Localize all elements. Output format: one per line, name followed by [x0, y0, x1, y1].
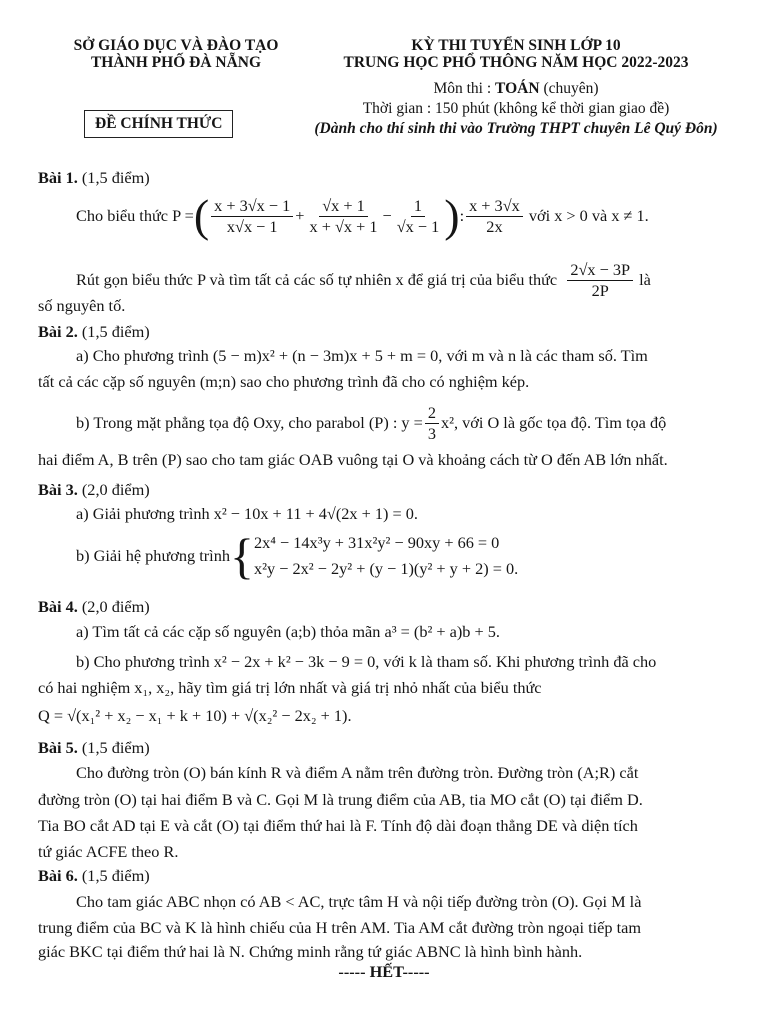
problem-3-title: [38, 480, 150, 500]
problem-1-expression: Cho biểu thức P = ( $\frac{x + 3√x - 1}{x√x - 1}$ + $\frac{√x + 1}{x + √x + 1}$ − $\frac{1}{√x - 1}$ ) : $\frac{x + 3√x}{2x}$ với x > 0 và x ≠ 1.: [76, 190, 649, 241]
problem-5-label: Bài 5.: [38, 738, 78, 757]
problem-1-points: (1,5 điểm): [81, 168, 150, 187]
fraction-2-num: √x + 1: [319, 197, 368, 217]
fraction-1-den: x√x − 1: [226, 216, 278, 236]
q-expression: Q = √(x₁² + x₂ − x₁ + k + 10) + √(x₂² − 2x₂ + 1).: [38, 706, 352, 725]
b6-line-2: trung điểm của BC và K là hình chiếu của H trên AM. Tia AM cắt đường tròn ngoại tiếp tam: [38, 918, 642, 937]
b3b-intro: b) Giải hệ phương trình: [76, 546, 230, 565]
b2b-line-1a: b) Trong mặt phẳng tọa độ Oxy, cho parabol (P) : y =: [76, 413, 423, 432]
dept-line-1: SỞ GIÁO DỤC VÀ ĐÀO TẠO: [73, 37, 279, 54]
dept-line-2: THÀNH PHỐ ĐÀ NẴNG: [90, 54, 262, 71]
fraction-3-den: √x − 1: [396, 216, 440, 236]
b5-line-3: Tia BO cắt AD tại E và cắt (O) tại điểm thứ hai là F. Tính độ dài đoạn thẳng DE và diện tích: [38, 816, 638, 835]
system-brace: {: [230, 528, 254, 584]
fraction-4-den: 2x: [486, 216, 503, 236]
problem-3-points: (2,0 điểm): [81, 480, 150, 499]
parabol-num: 2: [425, 404, 439, 424]
exam-title-1: KỲ THI TUYỂN SINH LỚP 10: [411, 37, 621, 54]
system-eq-2: x²y − 2x² − 2y² + (y − 1)(y² + y + 2) = 0.: [254, 559, 519, 578]
p-lhs: P =: [172, 206, 194, 225]
subject-suffix: (chuyên): [539, 80, 599, 97]
time-line: Thời gian : 150 phút (không kể thời gian giao đề): [362, 100, 670, 117]
parabol-den: 3: [427, 423, 436, 443]
problem-3-label: Bài 3.: [38, 480, 78, 499]
b6-line-3: giác BKC tại điểm thứ hai là N. Chứng minh rằng tứ giác ABNC là hình bình hành.: [38, 942, 583, 961]
b2b-line-1b: x², với O là gốc tọa độ. Tìm tọa độ: [440, 413, 667, 432]
system-equations: [254, 530, 518, 582]
parabol-coef: [425, 404, 439, 443]
fraction-4: [466, 197, 523, 236]
b3a-line: a) Giải phương trình x² − 10x + 11 + 4√(2x + 1) = 0.: [76, 504, 418, 523]
b1-condition: với x > 0 và x ≠ 1.: [528, 206, 649, 225]
b4b-line-2: có hai nghiệm x₁, x₂, hãy tìm giá trị lớn nhất và giá trị nhỏ nhất của biểu thức: [38, 678, 542, 697]
problem-4-label: Bài 4.: [38, 597, 78, 616]
b5-line-1: Cho đường tròn (O) bán kính R và điểm A nằm trên đường tròn. Đường tròn (A;R) cắt: [76, 763, 639, 782]
expr-fraction: [567, 261, 633, 300]
problem-1-label: Bài 1.: [38, 168, 78, 187]
b2b-line-1: [76, 402, 666, 444]
expr-den: 2P: [591, 280, 609, 300]
b4b-line-1: b) Cho phương trình x² − 2x + k² − 3k − 9 = 0, với k là tham số. Khi phương trình đã cho: [76, 652, 657, 671]
fraction-3: [394, 197, 443, 236]
b1-task-end: là: [639, 270, 651, 289]
b1-task: Rút gọn biểu thức P và tìm tất cả các số tự nhiên x để giá trị của biểu thức: [76, 270, 558, 289]
b5-line-4: tứ giác ACFE theo R.: [38, 842, 179, 861]
b1-task-2: số nguyên tố.: [38, 296, 126, 315]
fraction-4-num: x + 3√x: [466, 197, 523, 217]
problem-6-title: [38, 866, 150, 886]
b5-line-2: đường tròn (O) tại hai điểm B và C. Gọi M là trung điểm của AB, tia MO cắt (O) tại điểm D.: [38, 790, 643, 809]
problem-5-title: [38, 738, 150, 758]
subject-name: TOÁN: [495, 80, 540, 97]
b4a-line: a) Tìm tất cả các cặp số nguyên (a;b) thỏa mãn a³ = (b² + a)b + 5.: [76, 622, 500, 641]
problem-6-points: (1,5 điểm): [81, 866, 150, 885]
b6-line-1: Cho tam giác ABC nhọn có AB < AC, trực tâm H và nội tiếp đường tròn (O). Gọi M là: [76, 892, 642, 911]
fraction-2: [306, 197, 380, 236]
end-marker: ----- HẾT-----: [338, 962, 430, 981]
expr-num: 2√x − 3P: [567, 261, 633, 281]
b2a-line-1: a) Cho phương trình (5 − m)x² + (n − 3m)x + 5 + m = 0, với m và n là các tham số. Tìm: [76, 346, 648, 365]
exam-title-2: TRUNG HỌC PHỔ THÔNG NĂM HỌC 2022-2023: [343, 54, 689, 71]
subject-prefix: Môn thi :: [433, 80, 496, 97]
problem-4-title: [38, 597, 150, 617]
system-eq-1: 2x⁴ − 14x³y + 31x²y² − 90xy + 66 = 0: [254, 533, 500, 552]
official-badge: ĐỀ CHÍNH THỨC: [84, 110, 233, 138]
right-paren: ): [444, 190, 460, 241]
fraction-3-num: 1: [411, 197, 425, 217]
fraction-2-den: x + √x + 1: [309, 216, 378, 236]
b1-intro: Cho biểu thức: [76, 206, 169, 225]
subject-line: [300, 80, 732, 98]
b3b-system: [76, 528, 518, 584]
left-paren: (: [193, 190, 210, 241]
problem-1-task: [76, 258, 651, 302]
b2b-line-2: hai điểm A, B trên (P) sao cho tam giác OAB vuông tại O và khoảng cách từ O đến AB lớn nhất.: [38, 450, 668, 469]
problem-1-title: [38, 168, 150, 188]
problem-6-label: Bài 6.: [38, 866, 78, 885]
fraction-1: [211, 197, 293, 236]
problem-2-points: (1,5 điểm): [81, 322, 150, 341]
problem-5-points: (1,5 điểm): [81, 738, 150, 757]
note-line: (Dành cho thí sinh thi vào Trường THPT chuyên Lê Quý Đôn): [314, 120, 718, 137]
fraction-1-num: x + 3√x − 1: [211, 197, 293, 217]
problem-4-points: (2,0 điểm): [81, 597, 150, 616]
b2a-line-2: tất cả các cặp số nguyên (m;n) sao cho phương trình đã cho có nghiệm kép.: [38, 372, 530, 391]
problem-2-title: [38, 322, 150, 342]
problem-2-label: Bài 2.: [38, 322, 78, 341]
